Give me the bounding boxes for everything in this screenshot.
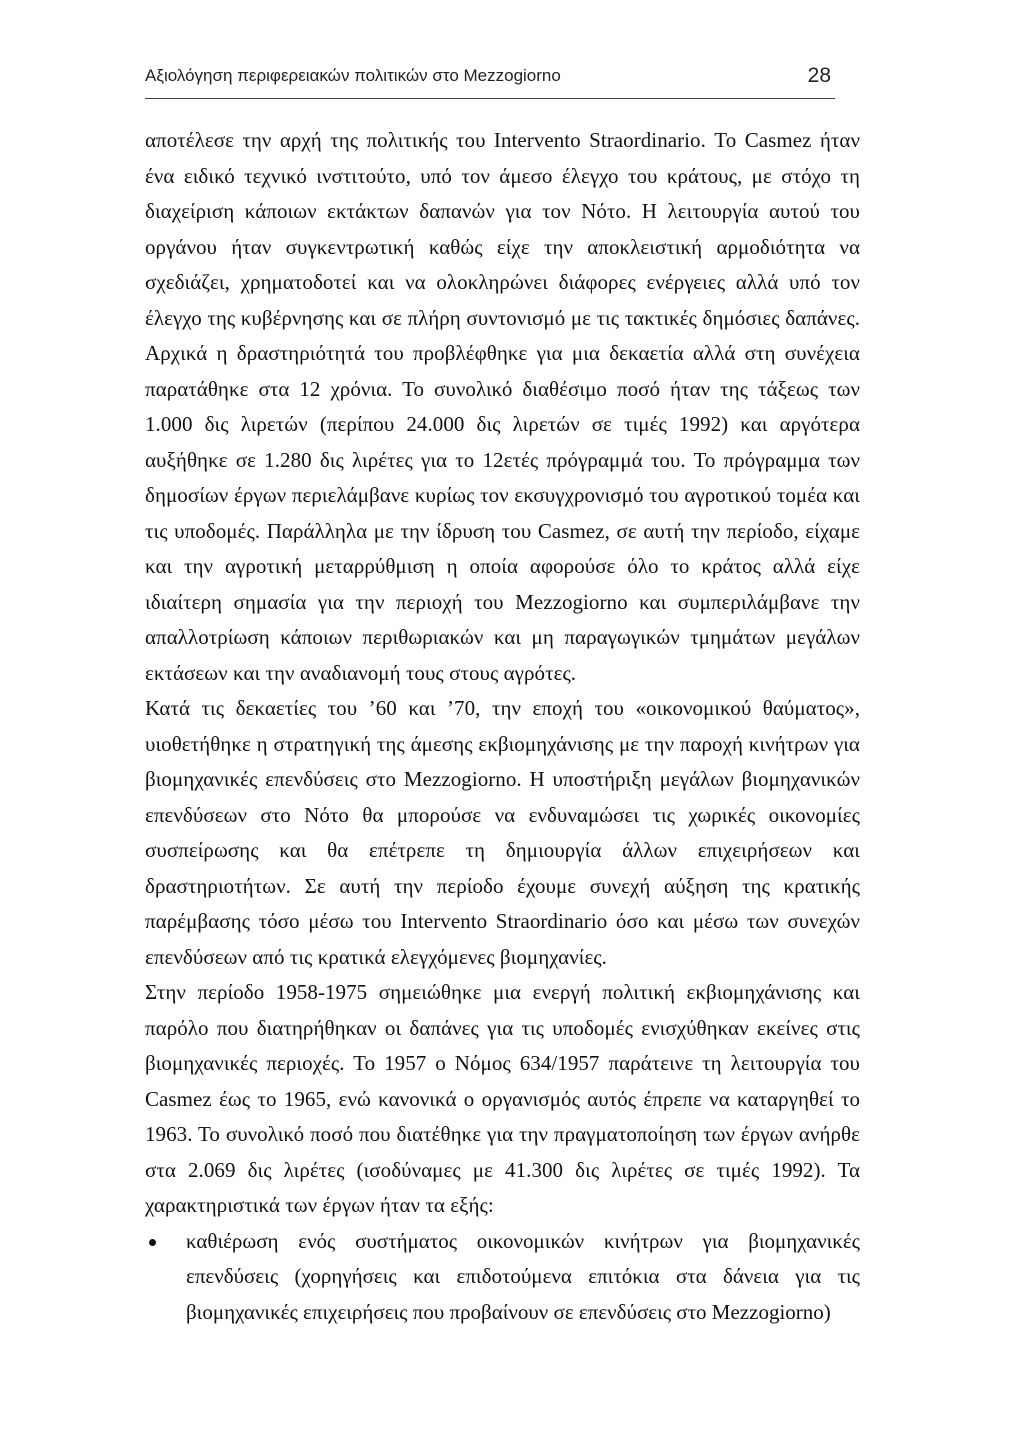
document-body <box>145 123 860 1330</box>
bullet-dot-icon <box>149 1239 156 1246</box>
page-number: 28 <box>807 64 831 87</box>
bullet-list <box>145 1224 860 1331</box>
bullet-text: καθιέρωση ενός συστήματος οικονομικών κινήτρων για βιομηχανικές επενδύσεις (χορηγήσεις και επιδοτούμενα επιτόκια στα δάνεια για τις βιομηχανικές επιχειρήσεις που προβαίνουν σε επενδύσεις στο Mezzogiorno) <box>186 1228 860 1324</box>
paragraph-industrialization-60s-70s: Κατά τις δεκαετίες του ’60 και ’70, την εποχή του «οικονομικού θαύματος», υιοθετήθηκε η στρατηγική της άμεσης εκβιομηχάνισης με την παροχή κινήτρων για βιομηχανικές επενδύσεις στο Mezzogiorno. Η υποστήριξη μεγάλων βιομηχανικών επενδύσεων στο Νότο θα μπορούσε να ενδυναμώσει τις χωρικές οικονομίες συσπείρωσης και θα επέτρεπε τη δημιουργία άλλων επιχειρήσεων και δραστηριοτήτων. Σε αυτή την περίοδο έχουμε συνεχή αύξηση της κρατικής παρέμβασης τόσο μέσω του Intervento Straordinario όσο και μέσω των συνεχών επενδύσεων από τις κρατικά ελεγχόμενες βιομηχανίες. <box>145 696 860 969</box>
page-header <box>145 62 835 99</box>
list-item <box>145 1224 860 1331</box>
paragraph-period-1958-1975: Στην περίοδο 1958-1975 σημειώθηκε μια ενεργή πολιτική εκβιομηχάνισης και παρόλο που διατηρήθηκαν οι δαπάνες για τις υποδομές ενισχύθηκαν εκείνες στις βιομηχανικές περιοχές. Το 1957 ο Νόμος 634/1957 παράτεινε τη λειτουργία του Casmez έως το 1965, ενώ κανονικά ο οργανισμός αυτός έπρεπε να καταργηθεί το 1963. Το συνολικό ποσό που διατέθηκε για την πραγματοποίηση των έργων ανήρθε στα 2.069 δις λιρέτες (ισοδύναμες με 41.300 δις λιρέτες σε τιμές 1992). Τα χαρακτηριστικά των έργων ήταν τα εξής: <box>145 980 860 1217</box>
running-title: Αξιολόγηση περιφερειακών πολιτικών στο Mezzogiorno <box>145 66 561 85</box>
paragraph-casmez-intro: αποτέλεσε την αρχή της πολιτικής του Intervento Straordinario. Το Casmez ήταν ένα ειδικό τεχνικό ινστιτούτο, υπό τον άμεσο έλεγχο του κράτους, με στόχο τη διαχείριση κάποιων εκτάκτων δαπανών για τον Νότο. Η λειτουργία αυτού του οργάνου ήταν συγκεντρωτική καθώς είχε την αποκλειστική αρμοδιότητα να σχεδιάζει, χρηματοδοτεί και να ολοκληρώνει διάφορες ενέργειες αλλά υπό τον έλεγχο της κυβέρνησης και σε πλήρη συντονισμό με τις τακτικές δημόσιες δαπάνες. Αρχικά η δραστηριότητά του προβλέφθηκε για μια δεκαετία αλλά στη συνέχεια παρατάθηκε στα 12 χρόνια. Το συνολικό διαθέσιμο ποσό ήταν της τάξεως των 1.000 δις λιρετών (περίπου 24.000 δις λιρετών σε τιμές 1992) και αργότερα αυξήθηκε σε 1.280 δις λιρέτες για το 12ετές πρόγραμμά του. Το πρόγραμμα των δημοσίων έργων περιελάμβανε κυρίως τον εκσυγχρονισμό του αγροτικού τομέα και τις υποδομές. Παράλληλα με την ίδρυση του Casmez, σε αυτή την περίοδο, είχαμε και την αγροτική μεταρρύθμιση η οποία αφορούσε όλο το κράτος αλλά είχε ιδιαίτερη σημασία για την περιοχή του Mezzogiorno και συμπεριλάμβανε την απαλλοτρίωση κάποιων περιθωριακών και μη παραγωγικών τμημάτων μεγάλων εκτάσεων και την αναδιανομή τους στους αγρότες. <box>145 128 860 685</box>
